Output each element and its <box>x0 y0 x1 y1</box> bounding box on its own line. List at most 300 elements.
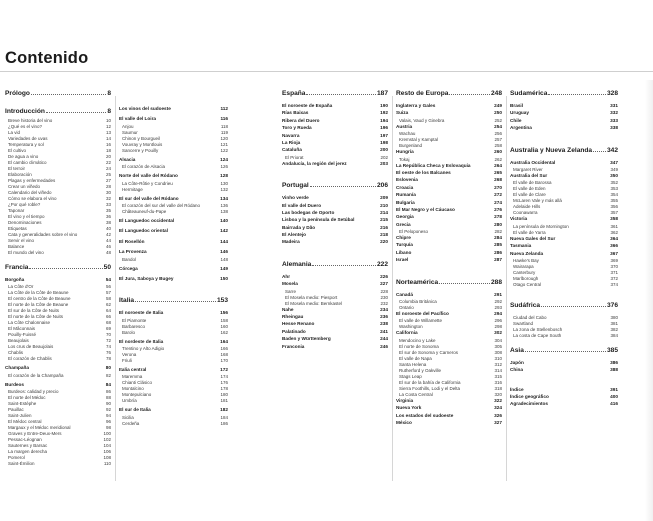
toc-entry-label: Canterbury <box>513 269 536 275</box>
toc-page-number: 96 <box>105 419 111 425</box>
toc-entry-label: El sur de la bahía de California <box>399 379 461 385</box>
toc-entry-label: Washington <box>399 324 423 330</box>
toc-entry-label: El cambio climático <box>8 160 47 165</box>
toc-page-number: 164 <box>220 338 228 344</box>
toc-section <box>282 261 388 271</box>
toc-section <box>282 182 388 192</box>
toc-entry-label: El corazón de la Champaña <box>8 372 64 378</box>
toc-entry-label: El valle de Clare <box>513 192 546 198</box>
toc-entry-label: Bandol <box>122 256 137 262</box>
toc-region <box>119 266 228 273</box>
toc-region <box>396 192 502 199</box>
toc-region <box>396 149 502 156</box>
toc-page-number: 291 <box>494 291 502 297</box>
toc-page-number: 366 <box>610 243 618 249</box>
toc-page-number: 285 <box>494 242 502 248</box>
toc-section <box>510 90 618 100</box>
toc-page-number: 316 <box>494 379 502 385</box>
toc-page-number: 312 <box>494 361 502 367</box>
toc-page-number: 136 <box>220 202 228 208</box>
toc-page-number: 106 <box>103 449 111 455</box>
toc-page-number: 64 <box>105 308 111 314</box>
toc-page-number: 353 <box>610 186 618 192</box>
toc-page-number: 305 <box>494 343 502 349</box>
toc-entry-label: Chinon y Bourgueil <box>122 135 161 141</box>
toc-entry-label: El Mâconnais <box>8 326 36 332</box>
toc-entry-label: Margaux y el Médoc meridional <box>8 425 71 431</box>
toc-region <box>510 110 618 117</box>
toc-entry-label: Los crus de Beaujolais <box>8 344 54 350</box>
toc-entry-label: Nueva Gales del Sur <box>510 235 556 241</box>
toc-entry-label: Alsacia <box>119 156 136 162</box>
toc-entry-label: El Mosela medio: Piesport <box>285 294 338 300</box>
dot-leader <box>525 351 606 352</box>
toc-page-number: 82 <box>105 372 111 378</box>
toc-page-number: 178 <box>220 386 228 392</box>
toc-page-number: 168 <box>220 352 228 358</box>
toc-entry-label: El Languedoc occidental <box>119 217 175 223</box>
toc-entry-label: Chianti Clásico <box>122 380 153 386</box>
toc-region <box>396 185 502 192</box>
toc-region <box>510 251 618 258</box>
column-divider <box>392 96 393 481</box>
toc-entry-label: La Costa Central <box>399 391 433 397</box>
toc-page-number: 132 <box>220 186 228 192</box>
toc-page-number: 250 <box>494 110 502 116</box>
toc-page-number: 174 <box>220 374 228 380</box>
toc-page-number: 16 <box>105 142 111 147</box>
toc-entry-label: Pessac-Léognan <box>8 437 42 443</box>
toc-page-number: 78 <box>105 356 111 362</box>
dot-leader <box>46 112 106 113</box>
toc-entry-label: Rutherford y Oakville <box>399 367 442 373</box>
toc-entry-label: Líbano <box>396 249 412 255</box>
toc-region <box>119 407 228 414</box>
toc-page-number: 104 <box>103 443 111 449</box>
toc-entry-label: Bairrada y Dão <box>282 224 316 230</box>
toc-entry-label: Turquía <box>396 242 413 248</box>
toc-entry-label: Japón <box>510 359 524 365</box>
toc-entry-label: Sancerre y Pouilly <box>122 147 159 153</box>
spacer <box>282 174 388 180</box>
toc-page-number: 27 <box>105 178 111 183</box>
toc-page-number: 50 <box>103 264 111 271</box>
toc-region <box>510 160 618 167</box>
toc-entry-label: Los estados del sudoeste <box>396 412 454 418</box>
toc-region <box>282 140 388 147</box>
toc-entry-label: Navarra <box>282 132 300 138</box>
toc-page-number: 374 <box>610 281 618 287</box>
toc-region <box>119 310 228 317</box>
toc-section <box>5 264 111 274</box>
toc-page-number: 158 <box>220 317 228 323</box>
toc-region <box>396 242 502 249</box>
toc-page-number: 310 <box>494 355 502 361</box>
toc-entry-label: Prólogo <box>5 90 30 97</box>
toc-entry-label: Umbría <box>122 398 137 404</box>
toc-page-number: 176 <box>220 380 228 386</box>
toc-entry-label: Georgia <box>396 214 414 220</box>
toc-page-number: 130 <box>220 180 228 186</box>
toc-page-number: 258 <box>494 143 502 149</box>
toc-region <box>119 106 228 113</box>
toc-entry-label: México <box>396 419 412 425</box>
toc-entry-label: Bulgaria <box>396 199 415 205</box>
toc-region <box>282 110 388 117</box>
toc-page-number: 170 <box>220 358 228 364</box>
toc-region <box>282 210 388 217</box>
toc-page-number: 371 <box>610 269 618 275</box>
toc-entry-label: Pauillac <box>8 407 24 413</box>
toc-entry-label: Calendario del viñedo <box>8 190 52 195</box>
toc-entry-label: El norte de la Côte de Nuits <box>8 314 64 320</box>
toc-entry-label: Balance <box>8 244 25 249</box>
toc-page-number: 352 <box>610 180 618 186</box>
toc-page-number: 369 <box>610 257 618 263</box>
toc-region <box>510 367 618 374</box>
toc-region <box>510 401 618 408</box>
toc-entry <box>5 461 111 467</box>
toc-page-number: 361 <box>610 223 618 229</box>
toc-region <box>282 133 388 140</box>
toc-page-number: 349 <box>610 166 618 172</box>
header-rule <box>0 71 653 72</box>
toc-entry-label: Inglaterra y Gales <box>396 103 436 108</box>
toc-entry-label: Sicilia <box>122 414 134 420</box>
toc-page-number: 282 <box>494 229 502 235</box>
toc-page-number: 236 <box>380 314 388 320</box>
toc-region <box>510 394 618 401</box>
toc-region <box>396 311 502 318</box>
toc-region <box>396 235 502 242</box>
toc-region <box>5 365 111 372</box>
toc-region <box>282 195 388 202</box>
toc-entry-label: El norte del Médoc <box>8 395 46 401</box>
toc-region <box>396 124 502 131</box>
toc-entry-label: Cerdeña <box>122 420 140 426</box>
toc-page-number: 326 <box>494 412 502 418</box>
toc-entry-label: El cultivo <box>8 148 27 153</box>
toc-entry-label: El Alentejo <box>282 232 307 238</box>
toc-region <box>282 329 388 336</box>
toc-page-number: 209 <box>380 195 388 201</box>
toc-page-number: 140 <box>220 217 228 223</box>
toc-entry-label: Australia Occidental <box>510 159 556 165</box>
toc-entry-label: El sur del valle del Ródano <box>119 195 179 201</box>
toc-region <box>510 118 618 125</box>
toc-entry-label: El Mosela medio: Bernkastel <box>285 300 343 306</box>
toc-entry-label: Marlborough <box>513 275 539 281</box>
toc-entry-label: Hermitage <box>122 186 143 192</box>
toc-entry-label: Introducción <box>5 108 45 115</box>
toc-page-number: 25 <box>105 172 111 177</box>
toc-entry-label: El Languedoc oriental <box>119 228 168 234</box>
toc-entry-label: Swartland <box>513 320 534 326</box>
toc-entry-label: Los vinos del sudoeste <box>119 106 171 111</box>
toc-region <box>510 173 618 180</box>
toc-entry-label: Índice geográfico <box>510 394 549 400</box>
toc-entry-label: Hesse Renano <box>282 321 315 327</box>
dot-leader <box>29 268 102 269</box>
toc-page-number: 180 <box>220 392 228 398</box>
toc-entry-label: Trentino y Alto Adigio <box>122 346 165 352</box>
toc-page-number: 228 <box>380 288 388 294</box>
toc-page-number: 40 <box>105 226 111 231</box>
toc-page-number: 298 <box>494 324 502 330</box>
toc-section <box>510 147 618 157</box>
toc-entry-label: Canadá <box>396 291 413 297</box>
dot-leader <box>306 94 376 95</box>
toc-page-number: 262 <box>494 156 502 162</box>
toc-region <box>510 236 618 243</box>
toc-page-number: 22 <box>105 160 111 165</box>
toc-entry-label: De agua a vino <box>8 154 39 159</box>
toc-entry-label: El sur de Italia <box>119 407 151 413</box>
spacer <box>119 289 228 295</box>
toc-region <box>119 239 228 246</box>
toc-entry-label: El valle del Loira <box>119 116 156 122</box>
toc-region <box>282 147 388 154</box>
toc-entry-label: Uruguay <box>510 110 530 116</box>
toc-column-4 <box>396 88 502 427</box>
toc-page-number: 286 <box>494 249 502 255</box>
toc-page-number: 66 <box>105 314 111 320</box>
toc-region <box>119 339 228 346</box>
toc-region <box>119 276 228 283</box>
toc-section <box>396 279 502 289</box>
toc-page-number: 70 <box>105 332 111 338</box>
dot-leader <box>310 186 376 187</box>
toc-entry-label: Mendocino y Lake <box>399 337 436 343</box>
toc-page-number: 256 <box>494 131 502 137</box>
toc-page-number: 18 <box>105 148 111 153</box>
toc-page-number: 150 <box>220 275 228 281</box>
toc-entry-label: El valle de Barossa <box>513 180 552 186</box>
toc-entry-label: Sauternes y Barsac <box>8 443 48 449</box>
toc-page-number: 364 <box>610 235 618 241</box>
toc-page-number: 260 <box>494 149 502 155</box>
toc-page-number: 215 <box>380 217 388 223</box>
toc-page-number: 226 <box>380 273 388 279</box>
toc-page-number: 216 <box>380 224 388 230</box>
toc-entry-label: El nordeste de Italia <box>119 338 164 344</box>
toc-section <box>396 90 502 100</box>
toc-entry-label: Portugal <box>282 182 309 190</box>
toc-entry-label: Saint-Julien <box>8 413 32 419</box>
toc-page-number: 92 <box>105 407 111 413</box>
toc-region <box>396 214 502 221</box>
dot-leader <box>449 94 490 95</box>
toc-entry-label: Andalucía, la región del jerez <box>282 160 347 166</box>
toc-page-number: 122 <box>220 147 228 153</box>
page-title: Contenido <box>5 49 89 67</box>
toc-entry-label: El Rosellón <box>119 238 145 244</box>
toc-entry <box>119 421 228 427</box>
toc-entry-label: Suiza <box>396 110 409 116</box>
toc-page-number: 308 <box>494 349 502 355</box>
toc-region <box>282 118 388 125</box>
toc-entry-label: Rías Baixas <box>282 110 309 116</box>
toc-entry-label: Kremstal y Kamptal <box>399 137 439 143</box>
toc-entry-label: El corazón del sur del valle del Ródano <box>122 202 201 208</box>
toc-page-number: 8 <box>107 108 111 115</box>
toc-page-number: 218 <box>380 232 388 238</box>
toc-entry-label: Baden y Württemberg <box>282 336 331 342</box>
toc-page-number: 268 <box>494 177 502 183</box>
toc-entry-label: Chipre <box>396 235 411 241</box>
toc-page-number: 232 <box>380 300 388 306</box>
toc-page-number: 13 <box>105 130 111 135</box>
toc-entry-label: Rheingau <box>282 314 304 320</box>
dot-leader <box>135 301 216 302</box>
toc-page-number: 222 <box>376 260 388 268</box>
toc-page-number: 367 <box>610 250 618 256</box>
toc-entry-label: Taponar <box>8 208 25 213</box>
toc-page-number: 102 <box>103 437 111 443</box>
toc-page-number: 112 <box>220 106 228 111</box>
toc-page-number: 182 <box>220 407 228 413</box>
toc-page-number: 265 <box>494 169 502 175</box>
toc-entry-label: Beaujolais <box>8 338 29 344</box>
toc-page-number: 120 <box>220 135 228 141</box>
toc-page-number: 118 <box>220 123 228 129</box>
toc-page-number: 331 <box>610 103 618 108</box>
toc-entry-label: Temperatura y sol <box>8 142 44 147</box>
toc-region <box>396 177 502 184</box>
toc-entry-label: Tasmania <box>510 243 532 249</box>
toc-entry-label: Graves y Entre-Deux-Mers <box>8 431 62 437</box>
toc-entry-label: Denominaciones <box>8 220 42 225</box>
toc-entry-label: Columbia Británica <box>399 299 437 305</box>
toc-page-number: 206 <box>376 182 388 190</box>
toc-entry-label: Madeira <box>282 239 300 245</box>
toc-entry-label: Otago Central <box>513 281 542 287</box>
toc-entry-label: Grecia <box>396 221 411 227</box>
toc-page-number: 88 <box>105 395 111 401</box>
toc-page-number: 278 <box>494 214 502 220</box>
toc-entry-label: El Jura, Saboya y Bugey <box>119 275 174 281</box>
toc-region <box>119 218 228 225</box>
toc-entry-label: El Piamonte <box>122 317 147 323</box>
toc-entry-label: Palatinado <box>282 328 306 334</box>
toc-page-number: 272 <box>494 192 502 198</box>
toc-page-number: 181 <box>220 398 228 404</box>
toc-page-number: 69 <box>105 326 111 332</box>
toc-page-number: 385 <box>606 346 618 354</box>
toc-page-number: 38 <box>105 220 111 225</box>
toc-entry-label: Coonawarra <box>513 210 538 216</box>
toc-entry-label: Lisboa y la península de Setúbal <box>282 217 355 223</box>
toc-entry-label: Tokaj <box>399 156 410 162</box>
toc-entry-label: Nueva York <box>396 405 422 411</box>
toc-entry-label: Croacia <box>396 184 414 190</box>
toc-region <box>396 250 502 257</box>
toc-region <box>396 257 502 264</box>
toc-region <box>510 216 618 223</box>
toc-entry-label: Italia central <box>119 367 147 373</box>
toc-page-number: 350 <box>610 172 618 178</box>
toc-region <box>282 274 388 281</box>
toc-entry-label: La Côte d'Or <box>8 284 34 290</box>
toc-page-number: 198 <box>380 139 388 145</box>
toc-entry-label: Franconia <box>282 343 305 349</box>
toc-page-number: 42 <box>105 232 111 237</box>
toc-region <box>396 207 502 214</box>
toc-region <box>282 161 388 168</box>
toc-entry-label: Sarre <box>285 288 297 294</box>
toc-entry-label: Cómo se elabora el vino <box>8 196 57 201</box>
toc-page-number: 153 <box>216 297 228 305</box>
toc-region <box>396 405 502 412</box>
toc-page-number: 184 <box>220 414 228 420</box>
toc-entry-label: Margaret River <box>513 166 543 172</box>
toc-region <box>282 217 388 224</box>
toc-entry-label: Ribera del Duero <box>282 117 320 123</box>
toc-page-number: 210 <box>380 202 388 208</box>
toc-page-number: 234 <box>380 306 388 312</box>
toc-entry-label: España <box>282 90 306 97</box>
page-edge-shadow <box>645 80 653 521</box>
toc-page-number: 416 <box>610 401 618 407</box>
toc-entry-label: Barbaresco <box>122 323 146 329</box>
toc-entry-label: California <box>396 330 418 336</box>
toc-region <box>119 228 228 235</box>
toc-page-number: 108 <box>103 455 111 461</box>
toc-region <box>119 249 228 256</box>
toc-entry-label: Brasil <box>510 103 524 108</box>
toc-page-number: 28 <box>105 184 111 189</box>
toc-page-number: 355 <box>610 198 618 204</box>
toc-entry-label: El sur de la Côte de Nuits <box>8 308 60 314</box>
toc-page-number: 356 <box>610 204 618 210</box>
toc-region <box>119 173 228 180</box>
toc-entry-label: El valle del Duero <box>282 202 322 208</box>
toc-page-number: 166 <box>220 346 228 352</box>
toc-entry-label: Saint-Émilion <box>8 461 35 467</box>
toc-page-number: 381 <box>610 320 618 326</box>
toc-page-number: 328 <box>606 90 618 97</box>
toc-page-number: 116 <box>220 116 228 122</box>
toc-region <box>396 103 502 110</box>
toc-region <box>282 281 388 288</box>
toc-region <box>396 200 502 207</box>
toc-page-number: 342 <box>606 146 618 154</box>
toc-page-number: 372 <box>610 275 618 281</box>
toc-region <box>510 103 618 110</box>
toc-entry-label: El Peloponeso <box>399 229 429 235</box>
toc-region <box>282 344 388 351</box>
toc-entry-label: Servir el vino <box>8 238 35 243</box>
toc-entry-label: El valle de Yarra <box>513 229 546 235</box>
toc-page-number: 98 <box>105 425 111 431</box>
toc-entry-label: El valle de Willamette <box>399 318 443 324</box>
toc-page-number: 186 <box>220 420 228 426</box>
toc-entry-label: Israel <box>396 257 409 263</box>
toc-page-number: 288 <box>490 278 502 286</box>
dot-leader <box>548 94 606 95</box>
toc-page-number: 357 <box>610 210 618 216</box>
toc-column-1 <box>5 88 111 467</box>
toc-entry-label: Norte del valle del Ródano <box>119 173 178 179</box>
spacer <box>510 139 618 145</box>
toc-entry-label: Burgenland <box>399 143 423 149</box>
toc-entry-label: Saint-Estèphe <box>8 401 37 407</box>
toc-entry-label: Italia <box>119 297 135 305</box>
toc-page-number: 324 <box>494 405 502 411</box>
toc-page-number: 287 <box>494 257 502 263</box>
toc-region <box>282 307 388 314</box>
spacer <box>396 271 502 277</box>
